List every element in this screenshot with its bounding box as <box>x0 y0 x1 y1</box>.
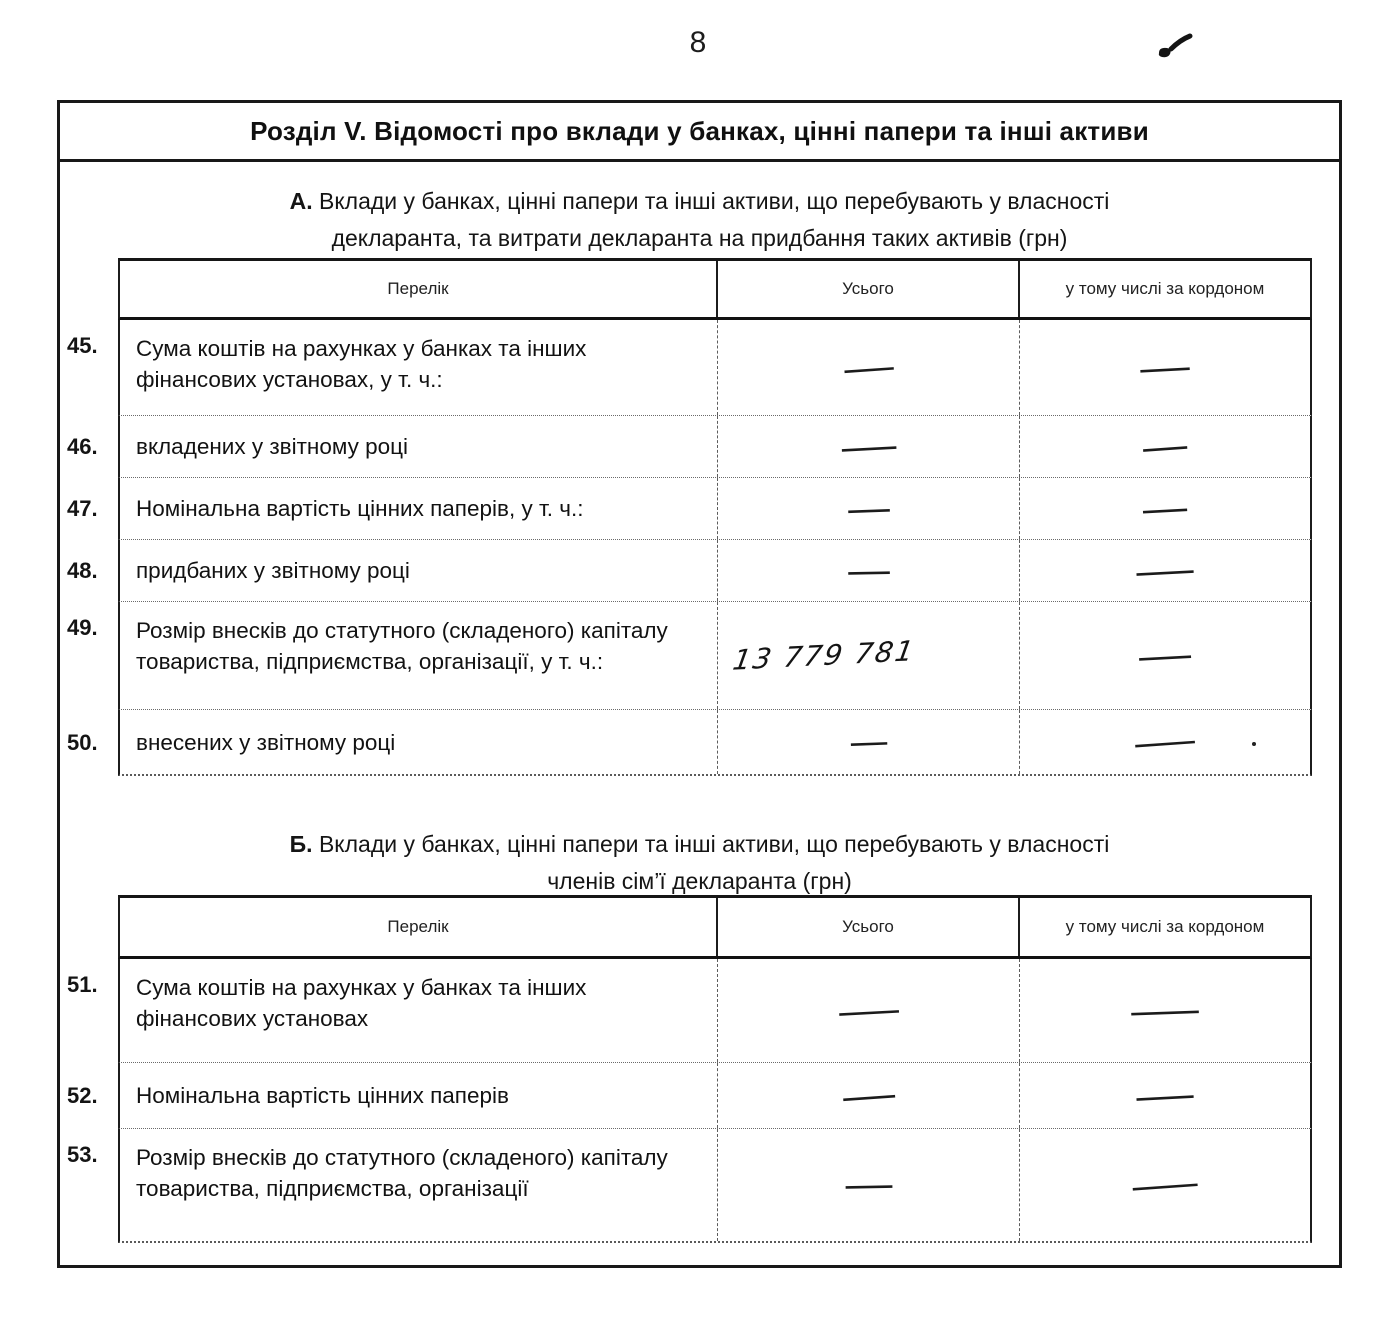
abroad-cell <box>1020 1063 1310 1128</box>
row-label: придбаних у звітному році <box>120 540 718 601</box>
row-number: 51. <box>67 972 98 997</box>
total-cell <box>718 959 1020 1062</box>
handwritten-dash: — <box>847 555 890 586</box>
row-label: Розмір внесків до статутного (складеного) капіталу товариства, підприємства, організації <box>120 1129 718 1241</box>
handwritten-dash: — <box>841 1078 896 1113</box>
row-label: Розмір внесків до статутного (складеного) капіталу товариства, підприємства, організації, у т. ч.: <box>120 602 718 709</box>
section-b-letter: Б. <box>289 831 313 857</box>
section-a-heading <box>57 183 1342 257</box>
handwritten-dash: — <box>1135 1079 1195 1112</box>
table-b <box>62 895 1308 1243</box>
table-b-header-row <box>62 895 1308 959</box>
section-a-heading-line1 <box>57 183 1342 220</box>
abroad-cell <box>1020 710 1310 774</box>
abroad-cell <box>1020 1129 1310 1241</box>
section-b-heading <box>57 826 1342 900</box>
total-cell <box>718 710 1020 774</box>
total-cell <box>718 478 1020 539</box>
abroad-cell <box>1020 320 1310 415</box>
abroad-cell <box>1020 540 1310 601</box>
row-number: 53. <box>67 1142 98 1167</box>
table-row-47 <box>62 478 1308 540</box>
page-number: 8 <box>689 26 707 59</box>
section-a-letter: А. <box>289 188 313 214</box>
table-row-52 <box>62 1063 1308 1129</box>
handwritten-dash: — <box>847 492 890 525</box>
section-b-heading-text: Вклади у банках, цінні папери та інші активи, що перебувають у власності <box>312 831 1110 857</box>
section-a-heading-text: Вклади у банках, цінні папери та інші активи, що перебувають у власності <box>312 188 1110 214</box>
handwritten-dash: — <box>849 726 888 758</box>
row-number: 52. <box>67 1083 98 1108</box>
table-row-45 <box>62 320 1308 416</box>
total-cell <box>718 1063 1020 1128</box>
column-header-abroad: у тому числі за кордоном <box>1065 279 1265 298</box>
row-number: 45. <box>67 333 98 358</box>
section-b-heading-line1 <box>57 826 1342 863</box>
table-a <box>62 258 1308 776</box>
handwritten-dash: — <box>1142 492 1188 525</box>
row-label: Сума коштів на рахунках у банках та інших фінансових установах <box>120 959 718 1062</box>
row-label: Номінальна вартість цінних паперів <box>120 1063 718 1128</box>
column-header-abroad: у тому числі за кордоном <box>1065 917 1265 936</box>
handwritten-dash: — <box>1139 351 1191 384</box>
column-header-total: Усього <box>718 261 1020 317</box>
row-number-gutter <box>62 895 118 959</box>
total-cell <box>718 320 1020 415</box>
table-a-header-row <box>62 258 1308 320</box>
abroad-cell <box>1020 478 1310 539</box>
handwritten-dash: — <box>1134 724 1196 760</box>
column-header-list: Перелік <box>120 261 718 317</box>
table-row-49 <box>62 602 1308 710</box>
section-b-heading-line2: членів сім’ї декларанта (грн) <box>547 868 852 894</box>
row-number: 49. <box>67 615 98 640</box>
handwritten-dash: — <box>837 993 900 1028</box>
pen-tick-icon <box>1150 28 1202 66</box>
total-cell <box>718 416 1020 477</box>
abroad-cell <box>1020 416 1310 477</box>
row-number: 46. <box>67 434 98 459</box>
handwritten-dash: — <box>840 430 897 463</box>
table-row-53 <box>62 1129 1308 1243</box>
section-a-heading-line2: декларанта, та витрати декларанта на придбання таких активів (грн) <box>331 225 1068 251</box>
row-label: Сума коштів на рахунках у банках та інших фінансових установах, у т. ч.: <box>120 320 718 415</box>
total-cell <box>718 602 1020 709</box>
table-row-50 <box>62 710 1308 776</box>
row-label: Номінальна вартість цінних паперів, у т. ч.: <box>120 478 718 539</box>
handwritten-dash: — <box>1130 994 1200 1027</box>
handwritten-dash: — <box>1135 554 1195 587</box>
row-label: внесених у звітному році <box>120 710 718 774</box>
total-cell <box>718 1129 1020 1241</box>
total-cell <box>718 540 1020 601</box>
table-row-51 <box>62 959 1308 1063</box>
handwritten-dash: — <box>1138 639 1192 672</box>
abroad-cell <box>1020 602 1310 709</box>
column-header-total: Усього <box>718 898 1020 956</box>
handwritten-dash: — <box>842 350 895 385</box>
row-number: 50. <box>67 730 98 755</box>
form-title: Розділ V. Відомості про вклади у банках, цінні папери та інші активи <box>60 103 1339 162</box>
row-number: 48. <box>67 558 98 583</box>
column-header-list: Перелік <box>120 898 718 956</box>
handwritten-dash: — <box>1131 1167 1199 1203</box>
handwritten-amount: 13 779 781 <box>730 634 918 677</box>
abroad-cell <box>1020 959 1310 1062</box>
handwritten-dash: — <box>1141 429 1189 464</box>
table-row-48 <box>62 540 1308 602</box>
row-number: 47. <box>67 496 98 521</box>
row-label: вкладених у звітному році <box>120 416 718 477</box>
row-number-gutter <box>62 258 118 320</box>
table-row-46 <box>62 416 1308 478</box>
handwritten-dash: — <box>844 1169 893 1201</box>
